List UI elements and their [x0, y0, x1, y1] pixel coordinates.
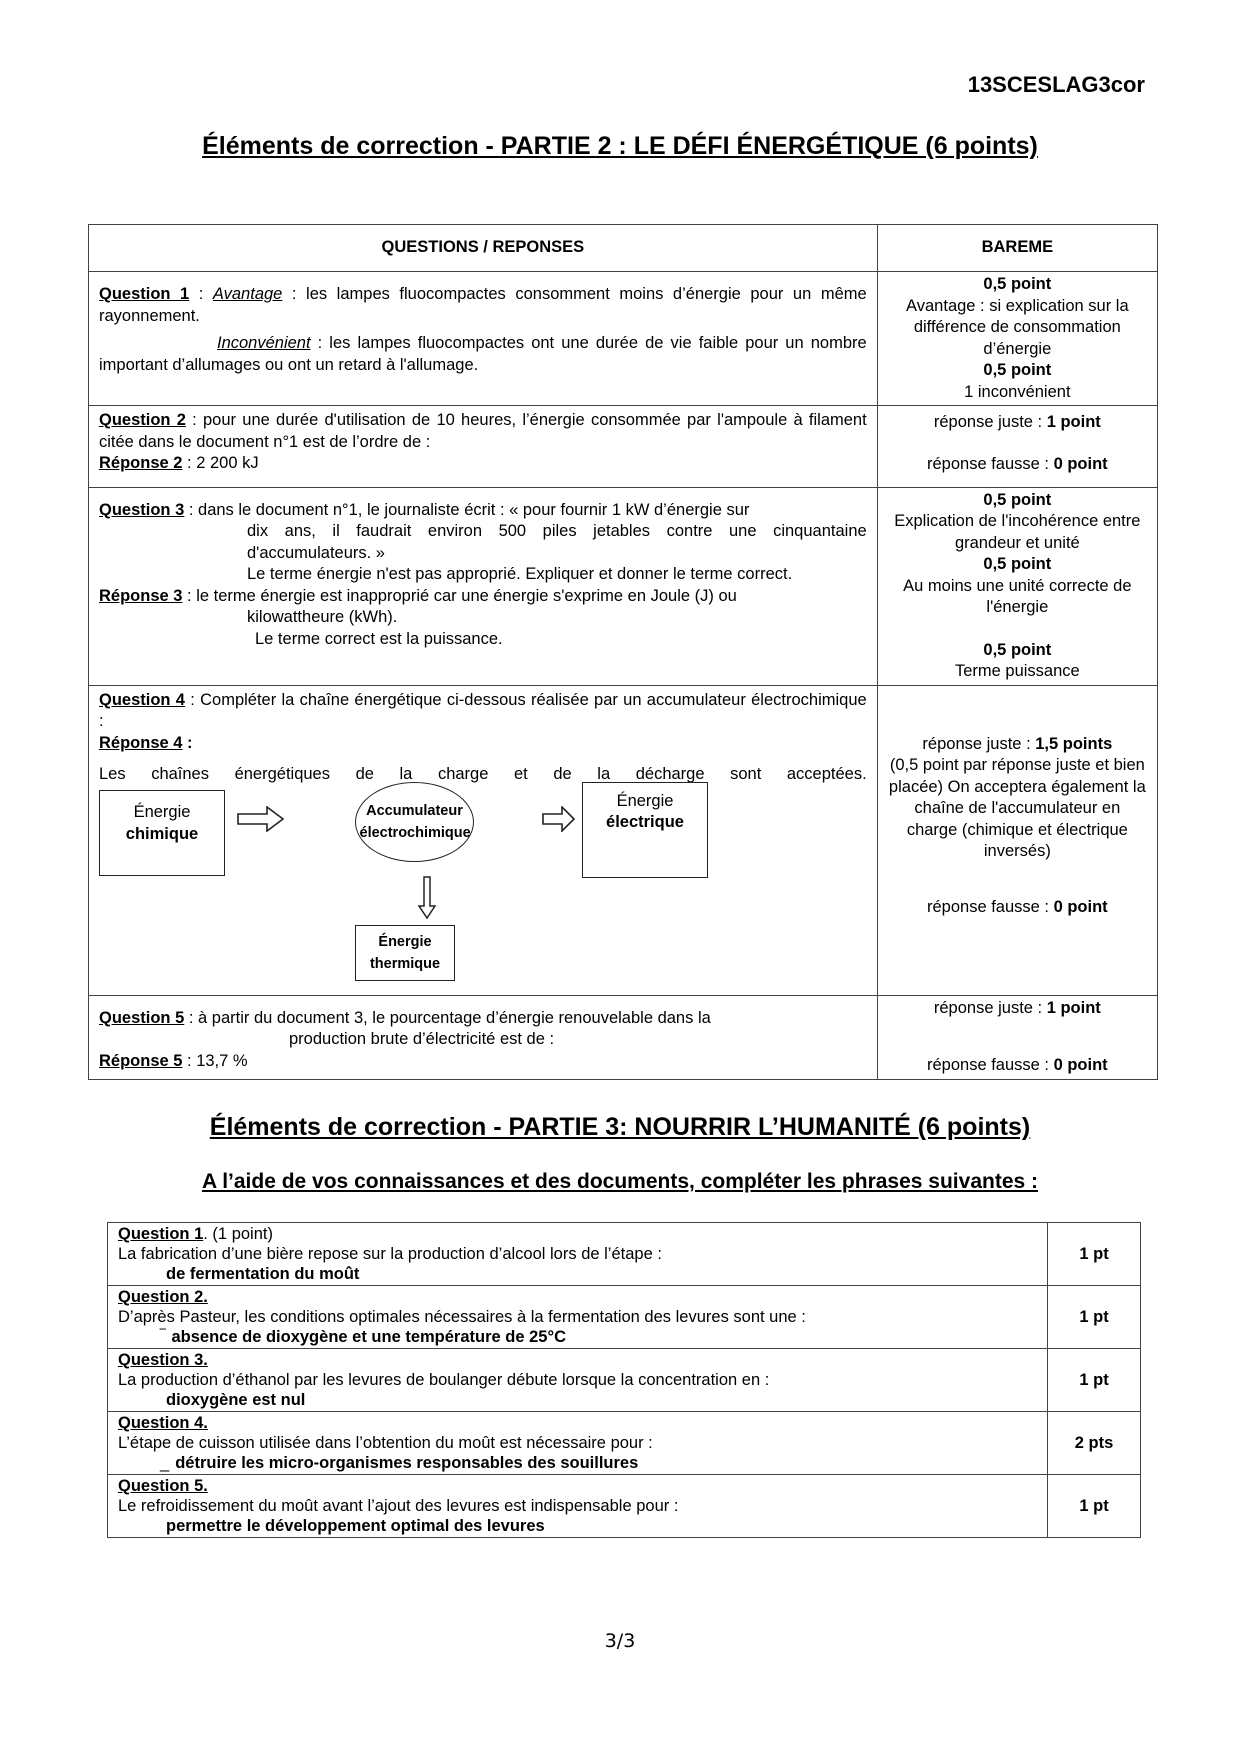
question-label: Question 4.: [118, 1414, 208, 1432]
advantage-text: : les lampes fluocompactes consomment moins d’énergie pour un même rayonnement.: [99, 285, 867, 325]
bareme-cell: réponse juste : 1,5 points (0,5 point par réponse juste et bien placée) On acceptera également la chaîne de l'accumulateur en charge (chimique et électrique inversés) réponse fausse : 0 point: [877, 685, 1157, 995]
question-prompt: L’étape de cuisson utilisée dans l’obtention du moût est nécessaire pour :: [118, 1434, 653, 1452]
answer-text: dioxygène est nul: [166, 1391, 306, 1409]
arrow-right-icon: [542, 806, 576, 832]
page-number: 3/3: [604, 1630, 636, 1652]
converter-ellipse: Accumulateur électrochimique: [355, 782, 474, 862]
arrow-down-icon: [417, 876, 437, 920]
table-row: [108, 1412, 1141, 1475]
part3-table: [107, 1222, 1141, 1538]
table-row: [89, 995, 1158, 1079]
column-header-bareme: BAREME: [877, 225, 1157, 272]
table-row: [89, 272, 1158, 406]
question-label: Question 2.: [118, 1288, 208, 1306]
points-cell: 1 pt: [1048, 1223, 1141, 1286]
part2-table: [88, 224, 1158, 1080]
drawback-text: : les lampes fluocompactes ont une durée de vie faible pour un nombre important d’allumages ou ont un retard à l'allumage.: [99, 334, 867, 374]
bareme-cell: 0,5 point Explication de l'incohérence entre grandeur et unité 0,5 point Au moins une unité correcte de l'énergie 0,5 point Terme puissance: [877, 487, 1157, 685]
question-4-cell: Question 4 : Compléter la chaîne énergétique ci-dessous réalisée par un accumulateur électrochimique : Réponse 4 : Les chaînes énergétiques de la charge et de la décharge sont acceptées. Énergie chimique Accumulateur électrochimique Énergie électrique Énergie thermique: [89, 685, 878, 995]
answer-text: : 2 200 kJ: [182, 454, 259, 472]
part3-subtitle: A l’aide de vos connaissances et des documents, compléter les phrases suivantes :: [201, 1170, 1039, 1193]
points-cell: 1 pt: [1048, 1475, 1141, 1538]
question-5-cell: Question 5 : à partir du document 3, le pourcentage d’énergie renouvelable dans la production brute d’électricité est de : Réponse 5 : 13,7 %: [89, 995, 878, 1079]
question-cell: [108, 1286, 1048, 1349]
table-row: [89, 685, 1158, 995]
document-code: 13SCESLAG3cor: [967, 72, 1145, 97]
energy-chain-diagram: [99, 786, 867, 991]
question-cell: [108, 1412, 1048, 1475]
input-energy-box: Énergie chimique: [99, 790, 225, 876]
answer-text: permettre le développement optimal des levures: [166, 1517, 545, 1535]
question-2-cell: Question 2 : pour une durée d'utilisation de 10 heures, l’énergie consommée par l'ampoule à filament citée dans le document n°1 est de l’ordre de : Réponse 2 : 2 200 kJ: [89, 406, 878, 488]
answer-text: _ détruire les micro-organismes responsables des souillures: [160, 1454, 639, 1472]
table-row: [108, 1349, 1141, 1412]
question-label: Question 2: [99, 411, 186, 429]
table-header-row: [89, 225, 1158, 272]
table-row: [108, 1223, 1141, 1286]
question-prompt: La production d’éthanol par les levures de boulanger débute lorsque la concentration en :: [118, 1371, 770, 1389]
table-row: [108, 1475, 1141, 1538]
question-cell: Question 1. (1 point) La fabrication d’une bière repose sur la production d’alcool lors de l’étape : de fermentation du moût: [108, 1223, 1048, 1286]
advantage-label: Avantage: [212, 285, 283, 303]
question-prompt: Le refroidissement du moût avant l’ajout des levures est indispensable pour :: [118, 1497, 679, 1515]
arrow-right-icon: [237, 806, 285, 832]
answer-note: Les chaînes énergétiques de la charge et de la décharge sont acceptées.: [99, 765, 867, 783]
question-1-cell: Question 1 : Avantage : les lampes fluocompactes consomment moins d’énergie pour un même rayonnement. Inconvénient : les lampes fluocompactes ont une durée de vie faible pour un nombre important d’allumages ou ont un retard à l'allumage.: [89, 272, 878, 406]
part3-title: Éléments de correction - PARTIE 3: NOURRIR L’HUMANITÉ (6 points): [209, 1113, 1031, 1141]
answer-label: Réponse 4: [99, 733, 183, 752]
question-label: Question 1: [99, 285, 190, 303]
points-cell: 1 pt: [1048, 1286, 1141, 1349]
question-label: Question 1: [118, 1225, 204, 1243]
table-row: [89, 487, 1158, 685]
points-cell: 2 pts: [1048, 1412, 1141, 1475]
question-cell: [108, 1349, 1048, 1412]
question-label: Question 4: [99, 690, 185, 709]
answer-text: ‾ absence de dioxygène et une température de 25°C: [160, 1328, 566, 1346]
table-row: [89, 406, 1158, 488]
answer-text: : 13,7 %: [182, 1051, 248, 1070]
answer-label: Réponse 2: [99, 454, 183, 472]
question-label: Question 5: [99, 1008, 185, 1027]
question-prompt: D’après Pasteur, les conditions optimales nécessaires à la fermentation des levures sont une :: [118, 1308, 806, 1326]
table-row: [108, 1286, 1141, 1349]
question-label: Question 3: [99, 500, 185, 519]
answer-label: Réponse 5: [99, 1051, 183, 1070]
question-3-cell: Question 3 : dans le document n°1, le journaliste écrit : « pour fournir 1 kW d’énergie sur dix ans, il faudrait environ 500 piles jetables contre une cinquantaine d'accumulateurs. » Le terme énergie n'est pas approprié. Expliquer et donner le terme correct. Réponse 3 : le terme énergie est inapproprié car une énergie s'exprime en Joule (J) ou kilowattheure (kWh). Le terme correct est la puissance.: [89, 487, 878, 685]
bareme-cell: réponse juste : 1 point réponse fausse : 0 point: [877, 406, 1157, 488]
answer-text: de fermentation du moût: [166, 1265, 360, 1283]
points-cell: 1 pt: [1048, 1349, 1141, 1412]
drawback-label: Inconvénient: [217, 334, 311, 352]
part2-title: Éléments de correction - PARTIE 2 : LE DÉFI ÉNERGÉTIQUE (6 points): [202, 132, 1038, 160]
answer-label: Réponse 3: [99, 586, 183, 605]
output-energy-box: Énergie électrique: [582, 782, 708, 878]
question-prompt: La fabrication d’une bière repose sur la production d’alcool lors de l’étape :: [118, 1245, 662, 1263]
column-header-questions: QUESTIONS / REPONSES: [89, 225, 878, 272]
loss-energy-box: Énergie thermique: [355, 925, 455, 981]
bareme-cell: réponse juste : 1 point réponse fausse : 0 point: [877, 995, 1157, 1079]
question-label: Question 5.: [118, 1477, 208, 1495]
question-label: Question 3.: [118, 1351, 208, 1369]
question-cell: [108, 1475, 1048, 1538]
bareme-cell: 0,5 point Avantage : si explication sur la différence de consommation d’énergie 0,5 point 1 inconvénient: [877, 272, 1157, 406]
